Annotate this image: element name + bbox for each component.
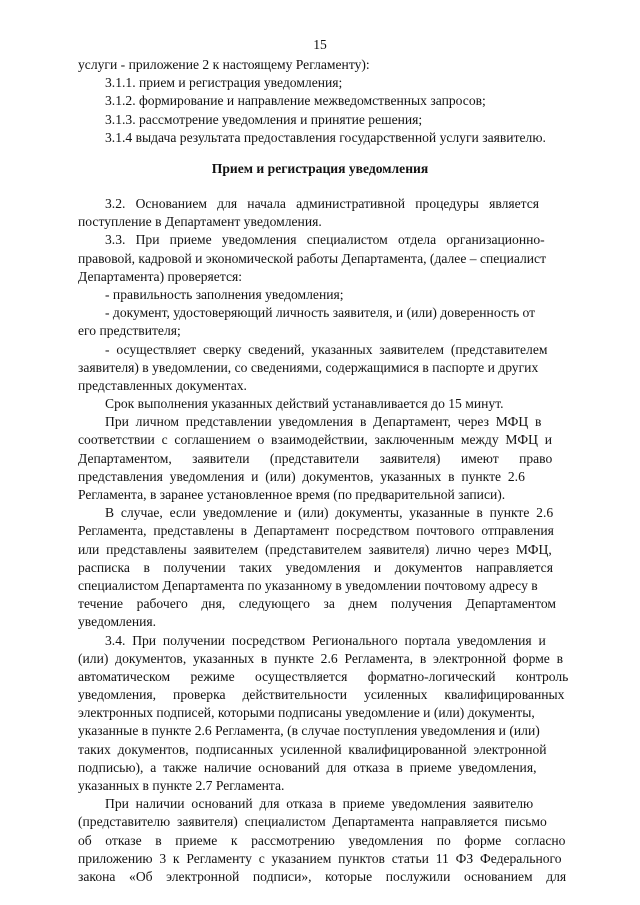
body-text <box>78 195 600 886</box>
body-line: закона «Об электронной подписи», которые послужили основанием для <box>78 868 567 884</box>
body-line: - документ, удостоверяющий личность заявителя, и (или) доверенность от <box>105 305 536 321</box>
body-line: Регламента, в заранее установленное время (по предварительной записи). <box>78 487 506 502</box>
section-heading: Прием и регистрация уведомления <box>211 161 429 176</box>
body-line: об отказе в приеме к рассмотрению уведомления по форме согласно <box>78 832 566 848</box>
body-line: В случае, если уведомление и (или) документы, указанные в пункте 2.6 <box>105 505 554 521</box>
body-line: приложению 3 к Регламенту с указанием пунктов статьи 11 ФЗ Федерального <box>78 850 562 866</box>
body-line: заявителя) в уведомлении, со сведениями, содержащимися в паспорте и других <box>78 359 539 375</box>
body-line: 3.3. При приеме уведомления специалистом отдела организационно- <box>105 232 545 248</box>
body-line: уведомления, проверка действительности усиленных квалифицированных <box>78 687 565 703</box>
body-line: - осуществляет сверку сведений, указанных заявителем (представителем <box>105 341 548 357</box>
body-line: автоматическом режиме осуществляется форматно-логический контроль <box>78 668 569 684</box>
body-line: (или) документов, указанных в пункте 2.6 Регламента, в электронной форме в <box>78 650 564 666</box>
body-line: или представлены заявителем (представителем заявителя) лично через МФЦ, <box>78 541 552 557</box>
body-line: 3.2. Основанием для начала административной процедуры является <box>105 196 540 211</box>
body-line: подписью), а также наличие оснований для отказа в приеме уведомления, <box>78 759 537 775</box>
body-line: указанных в пункте 2.7 Регламента. <box>78 778 285 793</box>
body-line: представления уведомления и (или) документов, указанных в пункте 2.6 <box>78 468 525 484</box>
body-line: 3.4. При получении посредством Регионального портала уведомления и <box>105 632 546 648</box>
body-line: Срок выполнения указанных действий устанавливается до 15 минут. <box>105 396 504 412</box>
body-line: течение рабочего дня, следующего за днем получения Департаментом <box>78 596 556 612</box>
body-line: указанные в пункте 2.6 Регламента, (в случае поступления уведомления и (или) <box>78 723 540 739</box>
body-line: представленных документах. <box>78 377 247 393</box>
body-line: Департаментом, заявители (представители заявителя) имеют право <box>78 450 553 466</box>
body-line: специалистом Департамента по указанному в уведомлении почтовому адресу в <box>78 577 538 593</box>
intro-line: 3.1.3. рассмотрение уведомления и принятие решения; <box>105 111 423 127</box>
page-number: 15 <box>313 37 327 52</box>
body-line: его предствителя; <box>78 323 181 339</box>
intro-line: 3.1.1. прием и регистрация уведомления; <box>105 75 343 91</box>
body-line: поступление в Департамент уведомления. <box>78 214 322 230</box>
body-line: электронных подписей, которыми подписаны уведомление и (или) документы, <box>78 705 535 721</box>
body-line: При личном представлении уведомления в Департамент, через МФЦ в <box>105 414 542 430</box>
intro-list <box>78 56 600 147</box>
body-line: При наличии оснований для отказа в приеме уведомления заявителю <box>105 796 534 812</box>
body-line: (представителю заявителя) специалистом Департамента направляется письмо <box>78 814 547 830</box>
body-line: Департамента) проверяется: <box>78 268 243 284</box>
body-line: правовой, кадровой и экономической работы Департамента, (далее – специалист <box>78 250 547 266</box>
body-line: уведомления. <box>78 614 157 630</box>
intro-line: 3.1.4 выдача результата предоставления государственной услуги заявителю. <box>105 129 546 145</box>
body-line: Регламента, представлены в Департамент посредством почтового отправления <box>78 523 554 539</box>
body-line: таких документов, подписанных усиленной квалифицированной электронной <box>78 741 547 757</box>
body-line: - правильность заполнения уведомления; <box>105 286 344 302</box>
body-line: соответствии с соглашением о взаимодействии, заключенным между МФЦ и <box>78 432 552 448</box>
body-line: расписка в получении таких уведомления и документов направляется <box>78 559 553 575</box>
intro-line: услуги - приложение 2 к настоящему Регламенту): <box>78 57 370 72</box>
intro-line: 3.1.2. формирование и направление межведомственных запросов; <box>105 93 486 109</box>
